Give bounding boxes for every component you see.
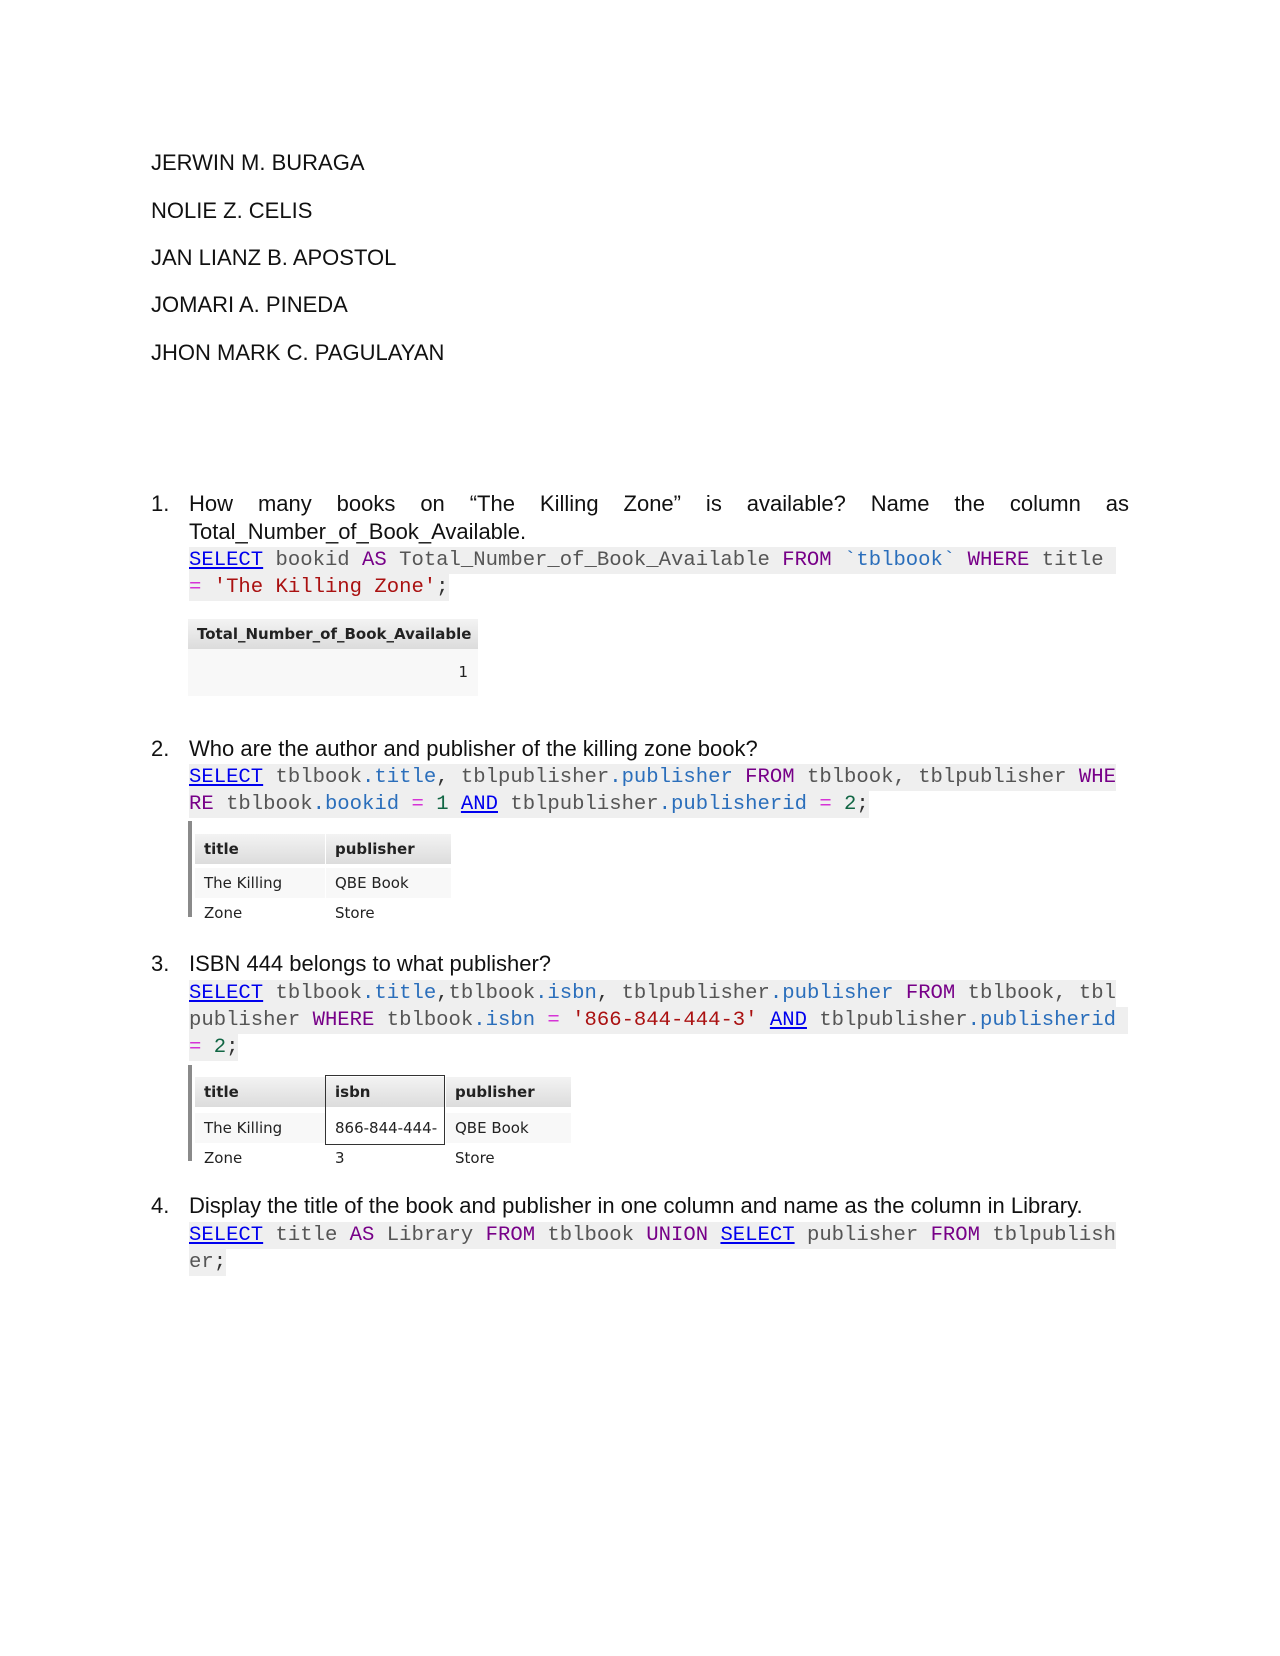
result-header: publisher — [446, 1077, 571, 1107]
author-name: JHON MARK C. PAGULAYAN — [151, 340, 445, 365]
sql-table: tblpublisher — [819, 1009, 968, 1032]
sql-keyword: UNION — [646, 1224, 709, 1247]
sql-query-line-2 — [189, 791, 869, 818]
sql-operator: = — [189, 1036, 202, 1059]
sql-field: .isbn — [473, 1009, 536, 1032]
sql-punctuation: ; — [226, 1036, 239, 1059]
result-cell: The Killing Zone — [195, 1113, 325, 1143]
sql-table: tblbook — [275, 766, 363, 789]
sql-field: .publisherid — [658, 793, 807, 816]
author-name: JOMARI A. PINEDA — [151, 292, 348, 317]
sql-number: 2 — [213, 1036, 227, 1059]
question-text: Display the title of the book and publisher in one column and name as the column in Library. — [189, 1193, 1083, 1218]
sql-field: .title — [362, 766, 437, 789]
result-cell: QBE Book Store — [446, 1113, 571, 1143]
sql-query — [189, 980, 1116, 1007]
result-cell: 866-844-444-3 — [326, 1113, 445, 1143]
sql-keyword: AND — [460, 793, 498, 816]
sql-table: er — [189, 1251, 214, 1274]
question-text-continued: Total_Number_of_Book_Available. — [189, 519, 527, 544]
question-number: 2. — [151, 736, 170, 761]
sql-keyword: FROM — [485, 1224, 536, 1247]
sql-table: tblbook — [275, 982, 363, 1005]
sql-query — [189, 547, 1116, 574]
sql-table: tblbook — [226, 793, 313, 816]
sql-keyword: AND — [769, 1009, 807, 1032]
sql-keyword: SELECT — [189, 766, 264, 789]
question-text: Who are the author and publisher of the killing zone book? — [189, 736, 758, 761]
sql-query — [189, 764, 1116, 791]
sql-identifier: publisher — [806, 1224, 919, 1247]
sql-operator: = — [547, 1009, 560, 1032]
sql-table: tblpublisher — [621, 982, 770, 1005]
sql-keyword: WHERE — [967, 549, 1030, 572]
author-name: JERWIN M. BURAGA — [151, 150, 365, 175]
result-header: title — [195, 1077, 325, 1107]
question-text: How many books on “The Killing Zone” is available? Name the column as — [189, 491, 1129, 516]
sql-identifier: title — [275, 1224, 338, 1247]
sql-punctuation: ; — [213, 1251, 227, 1274]
sql-table: tblbook — [448, 982, 536, 1005]
sql-table: `tblbook` — [844, 549, 956, 572]
sql-punctuation: , — [436, 766, 449, 789]
sql-table: tblpublish — [992, 1224, 1116, 1247]
sql-keyword: FROM — [745, 766, 795, 789]
result-divider — [188, 1065, 192, 1161]
result-divider — [188, 821, 192, 917]
sql-keyword: WHERE — [312, 1009, 375, 1032]
sql-punctuation: , — [596, 982, 610, 1005]
sql-field: .isbn — [535, 982, 597, 1005]
sql-keyword: FROM — [905, 982, 956, 1005]
author-name: JAN LIANZ B. APOSTOL — [151, 245, 397, 270]
sql-keyword: AS — [362, 549, 387, 572]
result-table — [195, 1077, 585, 1167]
sql-keyword: SELECT — [720, 1224, 795, 1247]
sql-keyword: FROM — [782, 549, 832, 572]
author-name: NOLIE Z. CELIS — [151, 198, 313, 223]
sql-keyword: SELECT — [189, 549, 264, 572]
sql-string: 'The Killing Zone' — [213, 576, 437, 599]
question-number: 4. — [151, 1193, 170, 1218]
sql-number: 2 — [844, 793, 857, 816]
sql-keyword: FROM — [930, 1224, 980, 1247]
sql-string: '866-844-444-3' — [572, 1009, 758, 1032]
sql-table: publisher — [189, 1009, 301, 1032]
sql-table: tblbook — [547, 1224, 634, 1247]
sql-table-list: tblbook, tbl — [967, 982, 1116, 1005]
sql-identifier: Library — [386, 1224, 474, 1247]
result-header: isbn — [326, 1077, 445, 1107]
result-header: publisher — [326, 834, 451, 864]
sql-keyword: AS — [349, 1224, 375, 1247]
sql-number: 1 — [436, 793, 449, 816]
sql-keyword: WHE — [1078, 766, 1116, 789]
selected-cell-outline — [325, 1075, 445, 1145]
sql-query-line-2 — [189, 1007, 1128, 1034]
result-header: title — [195, 834, 325, 864]
sql-keyword: SELECT — [189, 1224, 264, 1247]
question-number: 3. — [151, 951, 170, 976]
question-number: 1. — [151, 491, 170, 516]
result-header: Total_Number_of_Book_Available — [188, 619, 478, 649]
sql-table: tblpublisher — [510, 793, 659, 816]
sql-table: tblbook — [386, 1009, 474, 1032]
sql-operator: = — [189, 576, 202, 599]
result-cell: The Killing Zone — [195, 868, 325, 898]
sql-query-line-2 — [189, 574, 449, 601]
sql-field: .publisher — [609, 766, 733, 789]
sql-identifier: Total_Number_of_Book_Available — [399, 549, 770, 572]
sql-table-list: tblbook, tblpublisher — [806, 766, 1067, 789]
sql-field: .publisher — [769, 982, 894, 1005]
sql-operator: = — [819, 793, 832, 816]
sql-query — [189, 1222, 1116, 1249]
sql-operator: = — [411, 793, 424, 816]
result-table — [188, 619, 478, 696]
sql-field: .title — [362, 982, 437, 1005]
result-table — [195, 834, 465, 922]
sql-punctuation: ; — [856, 793, 869, 816]
sql-punctuation: ; — [436, 576, 449, 599]
sql-identifier: bookid — [275, 549, 350, 572]
sql-query-line-3 — [189, 1034, 238, 1061]
sql-query-line-2 — [189, 1249, 226, 1276]
sql-field: .publisherid — [967, 1009, 1116, 1032]
sql-table: tblpublisher — [460, 766, 610, 789]
sql-identifier: title — [1041, 549, 1104, 572]
result-cell: QBE Book Store — [326, 868, 451, 898]
result-cell: 1 — [188, 657, 478, 687]
sql-keyword: RE — [189, 793, 214, 816]
sql-keyword: SELECT — [189, 982, 264, 1005]
sql-punctuation: , — [436, 982, 449, 1005]
question-text: ISBN 444 belongs to what publisher? — [189, 951, 552, 976]
sql-field: .bookid — [312, 793, 400, 816]
